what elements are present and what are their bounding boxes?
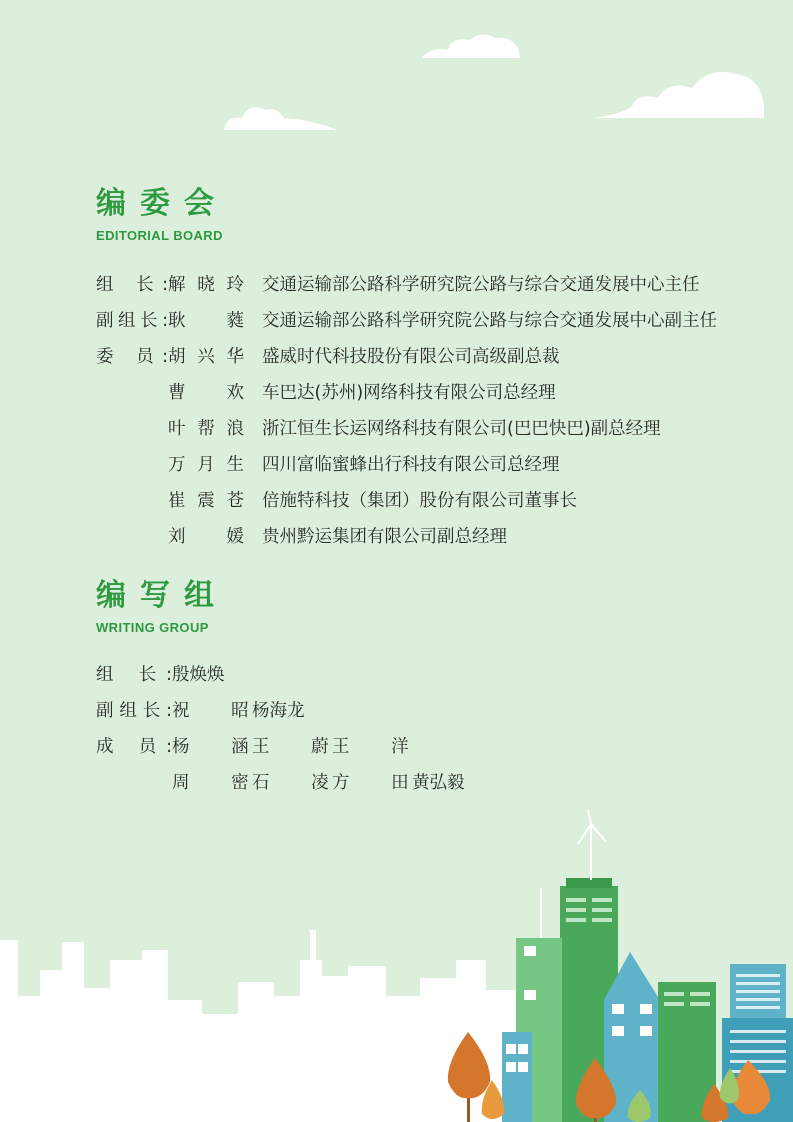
member-organization: 浙江恒生长运网络科技有限公司(巴巴快巴)副总经理 bbox=[262, 419, 661, 439]
member-organization: 交通运输部公路科学研究院公路与综合交通发展中心副主任 bbox=[262, 311, 717, 331]
member-row bbox=[96, 267, 717, 303]
city-skyline-illustration bbox=[0, 800, 793, 1122]
member-row bbox=[96, 339, 717, 375]
editorial-board-section bbox=[96, 186, 717, 555]
cloud-illustration bbox=[592, 66, 768, 120]
member-name: 胡兴华 bbox=[168, 347, 244, 367]
member-row bbox=[96, 729, 492, 765]
member-row bbox=[96, 693, 492, 729]
member-organization: 车巴达(苏州)网络科技有限公司总经理 bbox=[262, 383, 556, 403]
role-label: 委 员: bbox=[96, 347, 168, 367]
member-row bbox=[96, 375, 717, 411]
member-row bbox=[96, 447, 717, 483]
writing-group-section bbox=[96, 578, 492, 801]
member-name: 解晓玲 bbox=[168, 275, 244, 295]
writing-group-subtitle: WRITING GROUP bbox=[96, 620, 209, 635]
member-name: 万月生 bbox=[168, 455, 244, 475]
member-row bbox=[96, 303, 717, 339]
role-label: 成 员: bbox=[96, 737, 172, 757]
member-name: 方 田 bbox=[332, 773, 427, 793]
member-name: 石 凌 bbox=[252, 773, 347, 793]
member-names bbox=[172, 729, 427, 765]
member-name: 叶帮浪 bbox=[168, 419, 244, 439]
member-row bbox=[96, 657, 492, 693]
member-name: 杨海龙 bbox=[252, 701, 305, 721]
cloud-illustration bbox=[418, 30, 522, 60]
role-label: 副组长: bbox=[96, 701, 172, 721]
member-name: 耿 蕤 bbox=[168, 311, 244, 331]
cloud-illustration bbox=[222, 98, 340, 132]
member-name: 周 密 bbox=[172, 773, 267, 793]
member-name: 祝 昭 bbox=[172, 701, 267, 721]
member-organization: 四川富临蜜蜂出行科技有限公司总经理 bbox=[262, 455, 560, 475]
member-row bbox=[96, 519, 717, 555]
member-organization: 交通运输部公路科学研究院公路与综合交通发展中心主任 bbox=[262, 275, 700, 295]
member-organization: 贵州黔运集团有限公司副总经理 bbox=[262, 527, 507, 547]
member-name: 曹 欢 bbox=[168, 383, 244, 403]
member-organization: 倍施特科技（集团）股份有限公司董事长 bbox=[262, 491, 577, 511]
role-label: 副组长: bbox=[96, 311, 168, 331]
member-row bbox=[96, 483, 717, 519]
member-name: 杨 涵 bbox=[172, 737, 267, 757]
member-name: 崔震苍 bbox=[168, 491, 244, 511]
writing-group-title: 编写组 bbox=[96, 578, 228, 613]
member-name: 殷焕焕 bbox=[172, 665, 225, 685]
member-name: 黄弘毅 bbox=[412, 773, 465, 793]
editorial-board-list bbox=[96, 267, 717, 555]
member-row bbox=[96, 765, 492, 801]
member-organization: 盛威时代科技股份有限公司高级副总裁 bbox=[262, 347, 560, 367]
member-row bbox=[96, 411, 717, 447]
member-names bbox=[172, 657, 252, 693]
editorial-board-title: 编委会 bbox=[96, 186, 228, 221]
member-name: 王 蔚 bbox=[252, 737, 347, 757]
member-names bbox=[172, 693, 332, 729]
member-names bbox=[172, 765, 492, 801]
editorial-board-subtitle: EDITORIAL BOARD bbox=[96, 228, 223, 243]
role-label: 组 长: bbox=[96, 665, 172, 685]
member-name: 王 洋 bbox=[332, 737, 427, 757]
writing-group-list bbox=[96, 657, 492, 801]
member-name: 刘 媛 bbox=[168, 527, 244, 547]
role-label: 组 长: bbox=[96, 275, 168, 295]
